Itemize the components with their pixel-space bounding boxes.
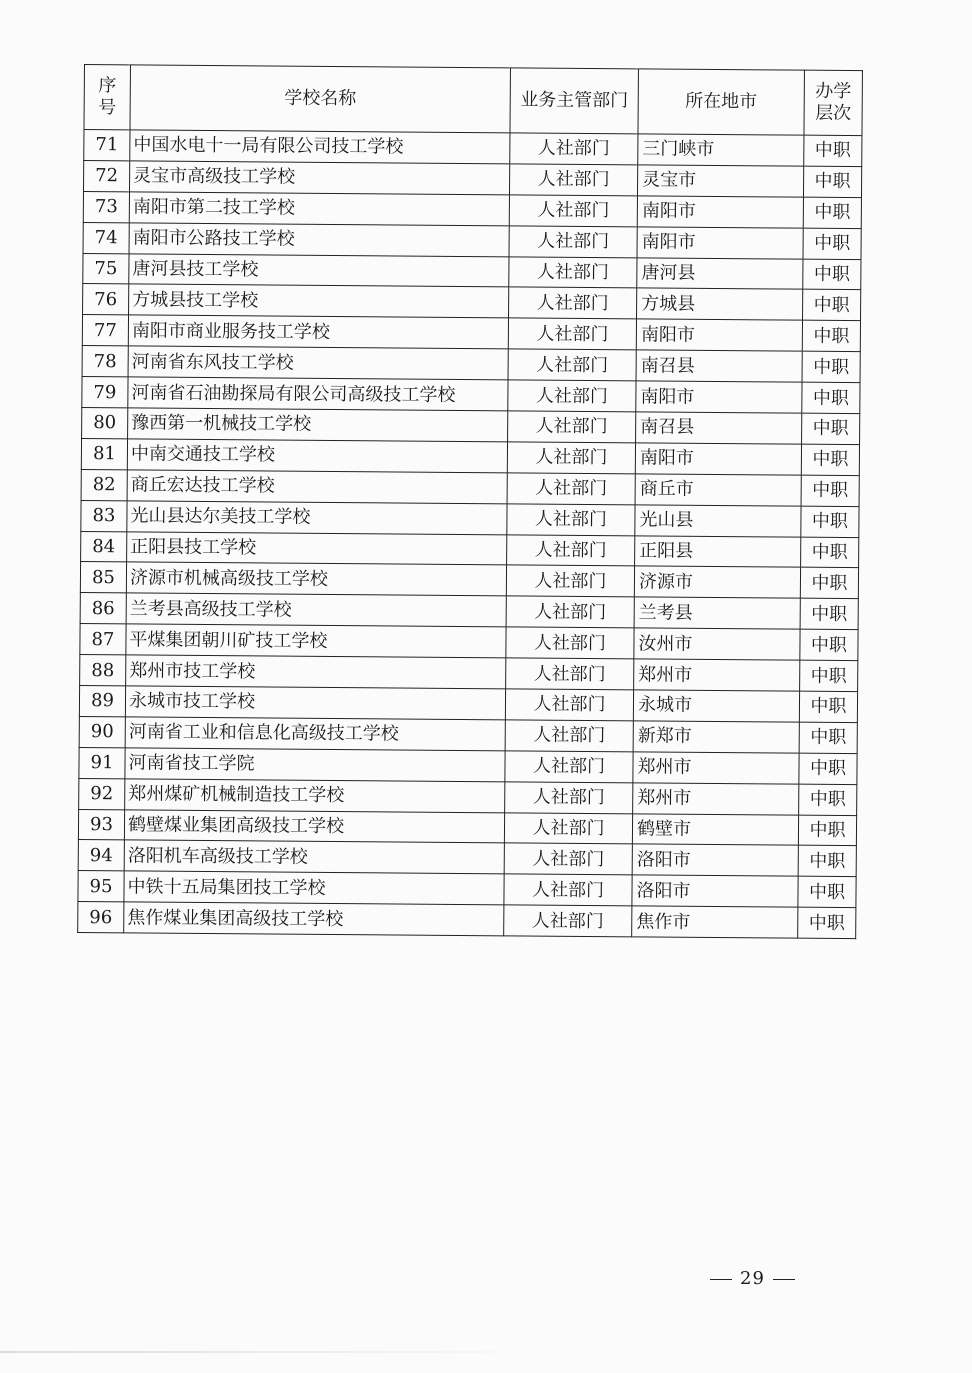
- row-index: 90: [79, 716, 125, 747]
- header-level-line2: 层次: [815, 102, 852, 125]
- row-index: 88: [80, 655, 126, 686]
- level-cell: 中职: [799, 784, 857, 815]
- table-header-row: [84, 65, 862, 136]
- school-name-cell: 方城县技工学校: [129, 284, 509, 318]
- school-list-table-wrapper: [77, 64, 862, 939]
- row-index: 94: [78, 840, 124, 871]
- row-index: 71: [84, 130, 130, 161]
- row-index: 84: [81, 531, 127, 562]
- row-index: 72: [84, 160, 130, 191]
- row-index: 95: [78, 871, 124, 902]
- row-index: 78: [82, 346, 128, 377]
- department-cell: 人社部门: [507, 473, 635, 505]
- department-cell: 人社部门: [505, 782, 633, 814]
- school-name-cell: 河南省东风技工学校: [128, 346, 508, 380]
- level-cell: 中职: [804, 135, 862, 166]
- city-cell: 新郑市: [633, 721, 799, 753]
- row-index: 79: [82, 377, 128, 408]
- level-cell: 中职: [800, 660, 858, 691]
- school-name-cell: 郑州市技工学校: [126, 655, 506, 689]
- department-cell: 人社部门: [506, 627, 634, 659]
- department-cell: 人社部门: [508, 318, 636, 350]
- department-cell: 人社部门: [505, 751, 633, 783]
- level-cell: 中职: [802, 351, 860, 382]
- department-cell: 人社部门: [508, 380, 636, 412]
- level-cell: 中职: [799, 753, 857, 784]
- page-number-right-dash: [773, 1279, 795, 1280]
- level-cell: 中职: [800, 568, 858, 599]
- school-name-cell: 河南省石油勘探局有限公司高级技工学校: [128, 377, 508, 411]
- city-cell: 南召县: [636, 412, 802, 444]
- level-cell: 中职: [801, 475, 859, 506]
- department-cell: 人社部门: [509, 226, 637, 258]
- table-body: [78, 130, 862, 939]
- school-list-table: [77, 64, 863, 939]
- row-index: 86: [80, 593, 126, 624]
- school-name-cell: 济源市机械高级技工学校: [126, 562, 506, 596]
- row-index: 91: [79, 747, 125, 778]
- header-index: [84, 65, 131, 130]
- level-cell: 中职: [799, 691, 857, 722]
- level-cell: 中职: [802, 413, 860, 444]
- school-name-cell: 洛阳机车高级技工学校: [124, 840, 504, 874]
- row-index: 74: [83, 222, 129, 253]
- level-cell: 中职: [801, 444, 859, 475]
- scan-edge-shadow: [0, 1351, 560, 1353]
- header-index-line2: 号: [98, 97, 117, 119]
- level-cell: 中职: [802, 320, 860, 351]
- table-row: [78, 902, 856, 939]
- school-name-cell: 河南省工业和信息化高级技工学校: [125, 717, 505, 751]
- level-cell: 中职: [802, 382, 860, 413]
- city-cell: 焦作市: [632, 906, 798, 938]
- row-index: 81: [81, 438, 127, 469]
- row-index: 73: [83, 191, 129, 222]
- row-index: 89: [79, 686, 125, 717]
- department-cell: 人社部门: [509, 195, 637, 227]
- row-index: 96: [78, 902, 124, 933]
- level-cell: 中职: [801, 506, 859, 537]
- department-cell: 人社部门: [506, 658, 634, 690]
- school-name-cell: 正阳县技工学校: [127, 531, 507, 565]
- department-cell: 人社部门: [506, 565, 634, 597]
- level-cell: 中职: [800, 599, 858, 630]
- school-name-cell: 鹤壁煤业集团高级技工学校: [124, 809, 504, 843]
- city-cell: 永城市: [633, 690, 799, 722]
- row-index: 92: [79, 778, 125, 809]
- city-cell: 商丘市: [635, 474, 801, 506]
- school-name-cell: 唐河县技工学校: [129, 253, 509, 287]
- city-cell: 南阳市: [635, 443, 801, 475]
- school-name-cell: 平煤集团朝川矿技工学校: [126, 624, 506, 658]
- department-cell: 人社部门: [507, 504, 635, 536]
- level-cell: 中职: [801, 537, 859, 568]
- header-school-name: 学校名称: [130, 65, 510, 133]
- school-name-cell: 中国水电十一局有限公司技工学校: [130, 130, 510, 164]
- header-index-line1: 序: [98, 75, 117, 97]
- department-cell: 人社部门: [508, 349, 636, 381]
- school-name-cell: 兰考县高级技工学校: [126, 593, 506, 627]
- city-cell: 郑州市: [633, 752, 799, 784]
- city-cell: 三门峡市: [638, 134, 804, 166]
- city-cell: 汝州市: [634, 628, 800, 660]
- department-cell: 人社部门: [504, 812, 632, 844]
- page-number-value: 29: [740, 1268, 765, 1289]
- city-cell: 南阳市: [636, 381, 802, 413]
- city-cell: 洛阳市: [632, 875, 798, 907]
- row-index: 93: [78, 809, 124, 840]
- row-index: 76: [83, 284, 129, 315]
- city-cell: 南阳市: [636, 319, 802, 351]
- school-name-cell: 中铁十五局集团技工学校: [124, 871, 504, 905]
- school-name-cell: 南阳市商业服务技工学校: [128, 315, 508, 349]
- school-name-cell: 南阳市公路技工学校: [129, 223, 509, 257]
- department-cell: 人社部门: [509, 287, 637, 319]
- city-cell: 唐河县: [637, 257, 803, 289]
- department-cell: 人社部门: [504, 843, 632, 875]
- department-cell: 人社部门: [510, 133, 638, 165]
- row-index: 82: [81, 469, 127, 500]
- page-number: [702, 1268, 803, 1289]
- header-department: 业务主管部门: [510, 68, 639, 134]
- row-index: 80: [82, 408, 128, 439]
- school-name-cell: 商丘宏达技工学校: [127, 470, 507, 504]
- row-index: 87: [80, 624, 126, 655]
- city-cell: 洛阳市: [632, 844, 798, 876]
- city-cell: 郑州市: [634, 659, 800, 691]
- school-name-cell: 灵宝市高级技工学校: [129, 161, 509, 195]
- level-cell: 中职: [803, 228, 861, 259]
- level-cell: 中职: [799, 722, 857, 753]
- school-name-cell: 豫西第一机械技工学校: [128, 408, 508, 442]
- level-cell: 中职: [798, 877, 856, 908]
- department-cell: 人社部门: [506, 596, 634, 628]
- school-name-cell: 焦作煤业集团高级技工学校: [124, 902, 504, 936]
- department-cell: 人社部门: [507, 534, 635, 566]
- level-cell: 中职: [798, 846, 856, 877]
- row-index: 75: [83, 253, 129, 284]
- row-index: 85: [80, 562, 126, 593]
- row-index: 77: [82, 315, 128, 346]
- department-cell: 人社部门: [504, 874, 632, 906]
- department-cell: 人社部门: [505, 720, 633, 752]
- city-cell: 光山县: [635, 505, 801, 537]
- page-number-left-dash: [710, 1279, 732, 1280]
- row-index: 83: [81, 500, 127, 531]
- level-cell: 中职: [800, 629, 858, 660]
- level-cell: 中职: [803, 290, 861, 321]
- city-cell: 南阳市: [637, 196, 803, 228]
- level-cell: 中职: [803, 166, 861, 197]
- school-name-cell: 南阳市第二技工学校: [129, 192, 509, 226]
- level-cell: 中职: [798, 815, 856, 846]
- level-cell: 中职: [803, 197, 861, 228]
- city-cell: 正阳县: [635, 535, 801, 567]
- city-cell: 南召县: [636, 350, 802, 382]
- department-cell: 人社部门: [504, 905, 632, 937]
- department-cell: 人社部门: [507, 442, 635, 474]
- department-cell: 人社部门: [509, 164, 637, 196]
- city-cell: 南阳市: [637, 227, 803, 259]
- header-level-line1: 办学: [815, 80, 852, 103]
- school-name-cell: 郑州煤矿机械制造技工学校: [125, 779, 505, 813]
- school-name-cell: 河南省技工学院: [125, 748, 505, 782]
- department-cell: 人社部门: [509, 256, 637, 288]
- city-cell: 方城县: [637, 288, 803, 320]
- department-cell: 人社部门: [508, 411, 636, 443]
- level-cell: 中职: [798, 907, 856, 938]
- department-cell: 人社部门: [505, 689, 633, 721]
- school-name-cell: 永城市技工学校: [125, 686, 505, 720]
- school-name-cell: 中南交通技工学校: [127, 439, 507, 473]
- city-cell: 鹤壁市: [632, 813, 798, 845]
- level-cell: 中职: [803, 259, 861, 290]
- city-cell: 灵宝市: [637, 165, 803, 197]
- header-level: [804, 70, 863, 135]
- city-cell: 郑州市: [633, 783, 799, 815]
- city-cell: 济源市: [634, 566, 800, 598]
- school-name-cell: 光山县达尔美技工学校: [127, 501, 507, 535]
- header-city: 所在地市: [638, 69, 805, 135]
- city-cell: 兰考县: [634, 597, 800, 629]
